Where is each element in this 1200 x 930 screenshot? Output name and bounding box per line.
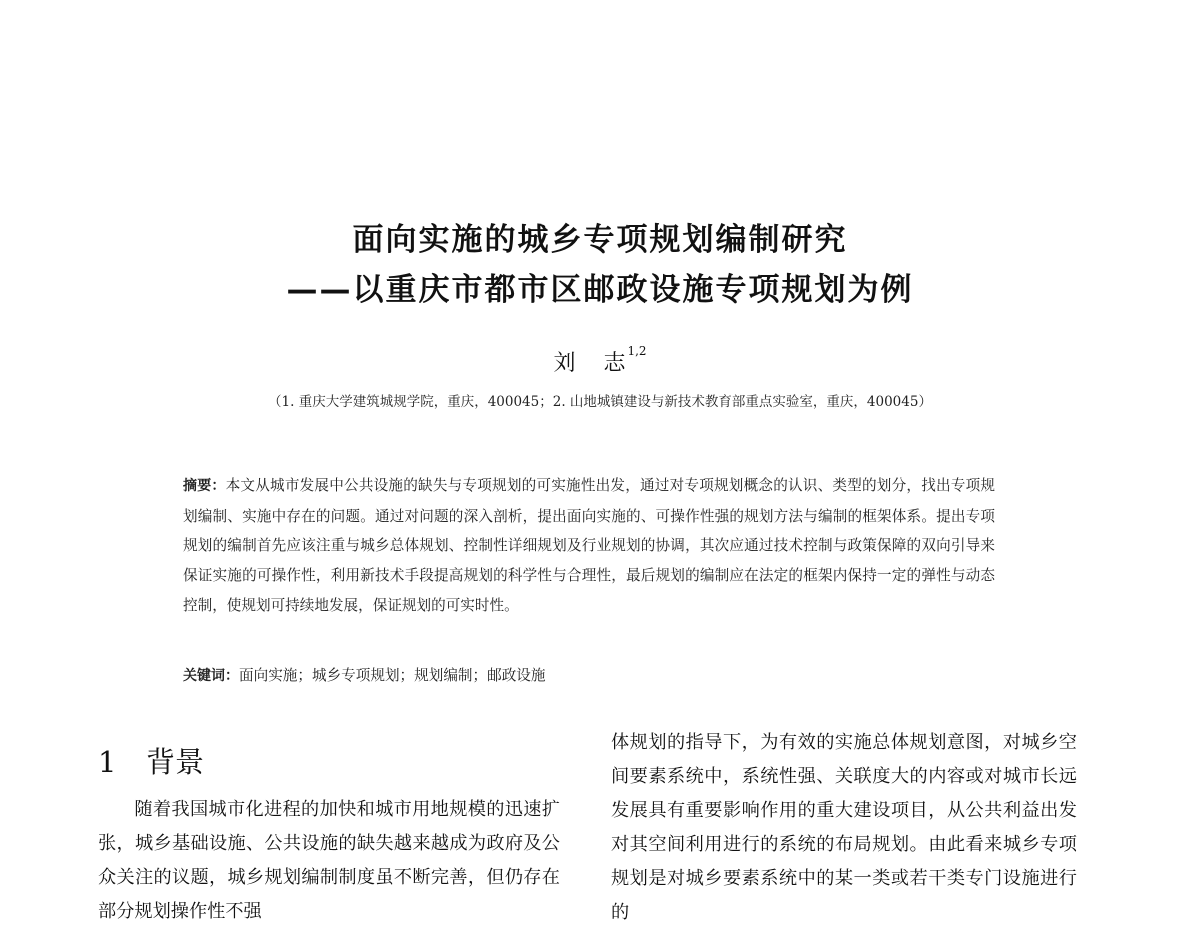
keywords-text: 面向实施；城乡专项规划；规划编制；邮政设施 xyxy=(239,667,546,684)
paper-title: 面向实施的城乡专项规划编制研究 xyxy=(352,222,848,258)
section-number: 1 xyxy=(98,745,117,779)
paper-subtitle: ——以重庆市都市区邮政设施专项规划为例 xyxy=(286,272,914,308)
author-surname: 刘 xyxy=(553,351,578,376)
abstract-label: 摘要： xyxy=(183,478,226,494)
body-left-column: 随着我国城市化进程的加快和城市用地规模的迅速扩张，城乡基础设施、公共设施的缺失越来越成为政府及公众关注的议题，城乡规划编制制度虽不断完善，但仍存在部分规划操作性不强 xyxy=(98,799,560,922)
section-title: 背景 xyxy=(146,745,205,779)
body-right-column: 体规划的指导下，为有效的实施总体规划意图，对城乡空间要素系统中，系统性强、关联度大的内容或对城市长远发展具有重要影响作用的重大建设项目，从公共利益出发对其空间利用进行的系统的布局规划。由此看来城乡专项规划是对城乡要素系统中的某一类或若干类专门设施进行的 xyxy=(611,732,1077,923)
author-affiliation-marks: 1,2 xyxy=(627,344,647,358)
keywords xyxy=(183,664,995,685)
author-given-name: 志 xyxy=(603,351,628,376)
keywords-label: 关键词： xyxy=(183,668,239,684)
author-line xyxy=(0,346,1200,377)
author-affiliations: （1. 重庆大学建筑城规学院，重庆，400045；2. 山地城镇建设与新技术教育部重点实验室，重庆，400045） xyxy=(268,394,932,410)
abstract xyxy=(183,471,995,621)
abstract-text: 本文从城市发展中公共设施的缺失与专项规划的可实施性出发，通过对专项规划概念的认识、类型的划分，找出专项规划编制、实施中存在的问题。通过对问题的深入剖析，提出面向实施的、可操作性强的规划方法与编制的框架体系。提出专项规划的编制首先应该注重与城乡总体规划、控制性详细规划及行业规划的协调，其次应通过技术控制与政策保障的双向引导来保证实施的可操作性，利用新技术手段提高规划的科学性与合理性，最后规划的编制应在法定的框架内保持一定的弹性与动态控制，使规划可持续地发展，保证规划的可实时性。 xyxy=(183,477,995,614)
section-heading xyxy=(98,740,204,781)
